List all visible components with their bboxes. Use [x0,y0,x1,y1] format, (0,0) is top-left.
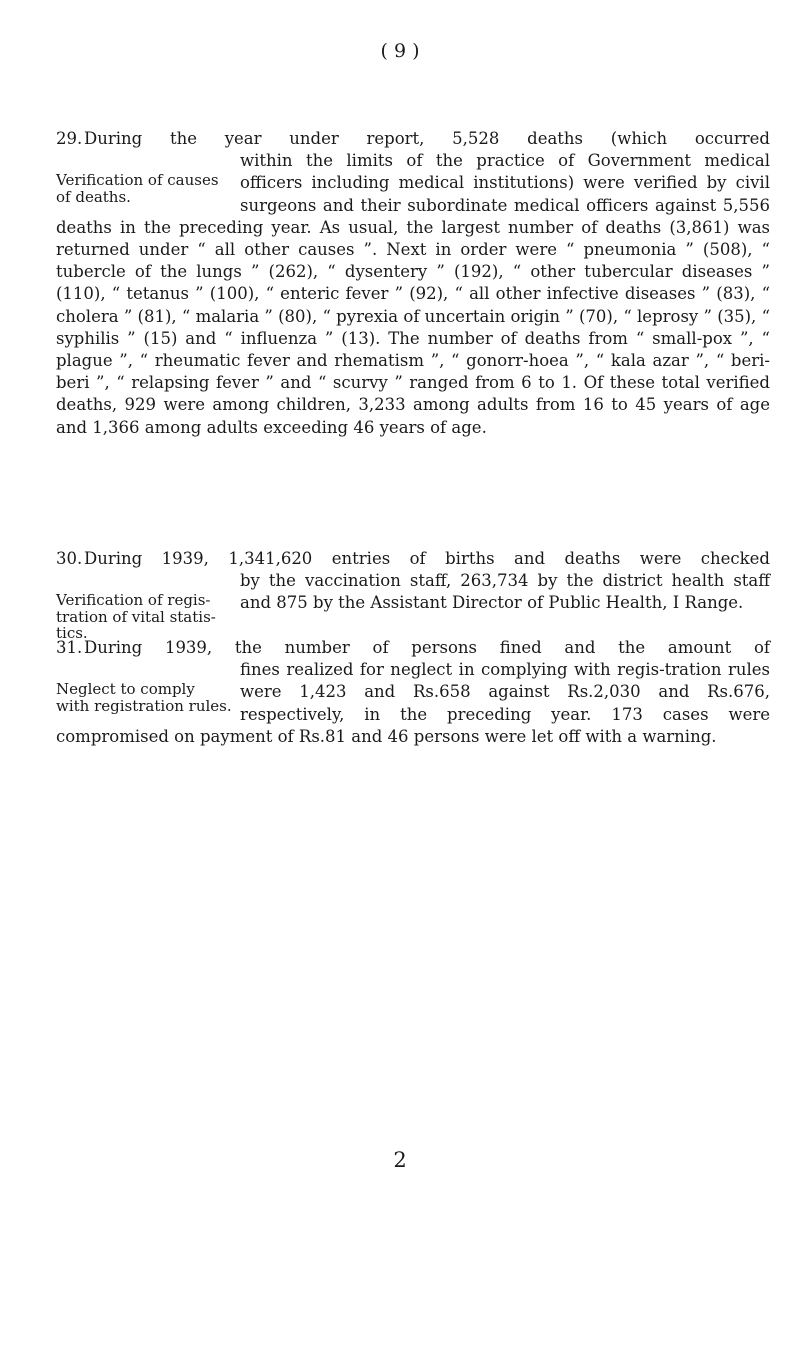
paragraph-30 [56,548,770,642]
paragraph-number: 31. [56,638,83,657]
side-heading: Verification of regis-tration of vital statis-tics. [56,591,216,643]
paragraph-lead [56,637,770,659]
paragraph-29 [56,128,770,439]
side-heading: Verification of causes of deaths. [56,171,219,206]
paragraph-31 [56,637,770,748]
paragraph-body: fines realized for neglect in complying with regis-tration rules were 1,423 and Rs.658 against Rs.2,030 and Rs.676, respectively, in the preceding year. 173 cases were compromised on payment of Rs.81 and 46 persons were let off with a warning. [56,660,770,746]
page-number: ( 9 ) [380,40,420,62]
side-heading: Neglect to comply with registration rules. [56,680,232,715]
paragraph-body: within the limits of the practice of Government medical officers including medical institutions) were verified by civil surgeons and their subordinate medical officers against 5,556 deaths in the preceding year. As usual, the largest number of deaths (3,861) was returned under “ all other causes ”. Next in order were “ pneumonia ” (508), “ tubercle of the lungs ” (262), “ dysentery ” (192), “ other tubercular diseases ” (110), “ tetanus ” (100), “ enteric fever ” (92), “ all other infective diseases ” (83), “ cholera ” (81), “ malaria ” (80), “ pyrexia of uncertain origin ” (70), “ leprosy ” (35), “ syphilis ” (15) and “ influenza ” (13). The number of deaths from “ small-pox ”, “ plague ”, “ rheumatic fever and rhematism ”, “ gonorr-hoea ”, “ kala azar ”, “ beri-beri ”, “ relapsing fever ” and “ scurvy ” ranged from 6 to 1. Of these total verified deaths, 929 were among children, 3,233 among adults from 16 to 45 years of age and 1,366 among adults exceeding 46 years of age. [56,151,770,437]
footer-mark: 2 [393,1148,407,1172]
paragraph-lead-text: During 1939, the number of persons fined and the amount of [84,638,770,657]
paragraph-number: 29. [56,129,83,148]
paragraph-lead-text: During 1939, 1,341,620 entries of births and deaths were checked [84,549,770,568]
paragraph-lead [56,548,770,570]
paragraph-lead-text: During the year under report, 5,528 deaths (which occurred [84,129,770,148]
paragraph-body: by the vaccination staff, 263,734 by the district health staff and 875 by the Assistant Director of Public Health, I Range. [240,571,770,613]
paragraph-number: 30. [56,549,83,568]
paragraph-lead [56,128,770,150]
